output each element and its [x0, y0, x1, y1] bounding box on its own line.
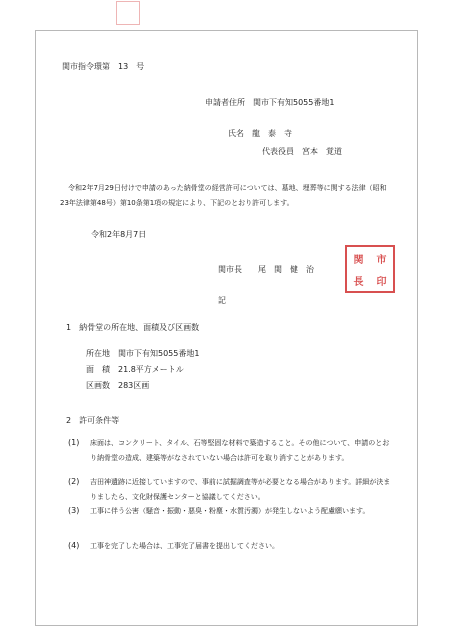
- issue-date: 令和2年8月7日: [91, 230, 147, 239]
- condition-number: (1): [68, 438, 80, 447]
- condition-text: 工事に伴う公害（騒音・振動・悪臭・粉塵・水質汚濁）が発生しないよう配慮願います。: [90, 507, 370, 515]
- area-row: 面 積 21.8平方メートル: [86, 365, 184, 374]
- document-number: 関市指令環第 13 号: [62, 62, 145, 71]
- location-row: 所在地 関市下有知5055番地1: [86, 349, 200, 358]
- faint-seal-stamp: [116, 1, 140, 25]
- representative: 代表役員 宮本 覚道: [262, 147, 342, 156]
- condition-text: 工事を完了した場合は、工事完了届書を提出してください。: [90, 542, 279, 550]
- condition-text: 吉田神遺跡に近接していますので、事前に試掘調査等が必要となる場合があります。詳細が決まりましたら、文化財保護センターと協議してください。: [90, 478, 391, 501]
- applicant-address: 申請者住所 関市下有知5055番地1: [205, 98, 335, 107]
- main-paragraph: 令和2年7月29日付けで申請のあった納骨堂の経営許可については、墓地、埋葬等に関する法律（昭和23年法律第48号）第10条第1項の規定により、下記のとおり許可します。: [60, 184, 387, 207]
- applicant-name: 氏名 龍 泰 寺: [228, 129, 292, 138]
- section2-heading: 2 許可条件等: [66, 416, 120, 425]
- official-seal: 関 市 長 印: [345, 245, 395, 293]
- condition-number: (4): [68, 541, 80, 550]
- ki-heading: 記: [218, 296, 226, 305]
- condition-number: (3): [68, 506, 80, 515]
- section1-heading: 1 納骨堂の所在地、面積及び区画数: [66, 323, 200, 332]
- plots-row: 区画数 283区画: [86, 381, 150, 390]
- condition-text: 床面は、コンクリート、タイル、石等堅固な材料で築造すること。その他について、申請のとおり納骨堂の造成、建築等がなされていない場合は許可を取り消すことがあります。: [90, 439, 390, 462]
- issuer-name: 関市長 尾 関 健 治: [218, 265, 314, 274]
- condition-number: (2): [68, 477, 80, 486]
